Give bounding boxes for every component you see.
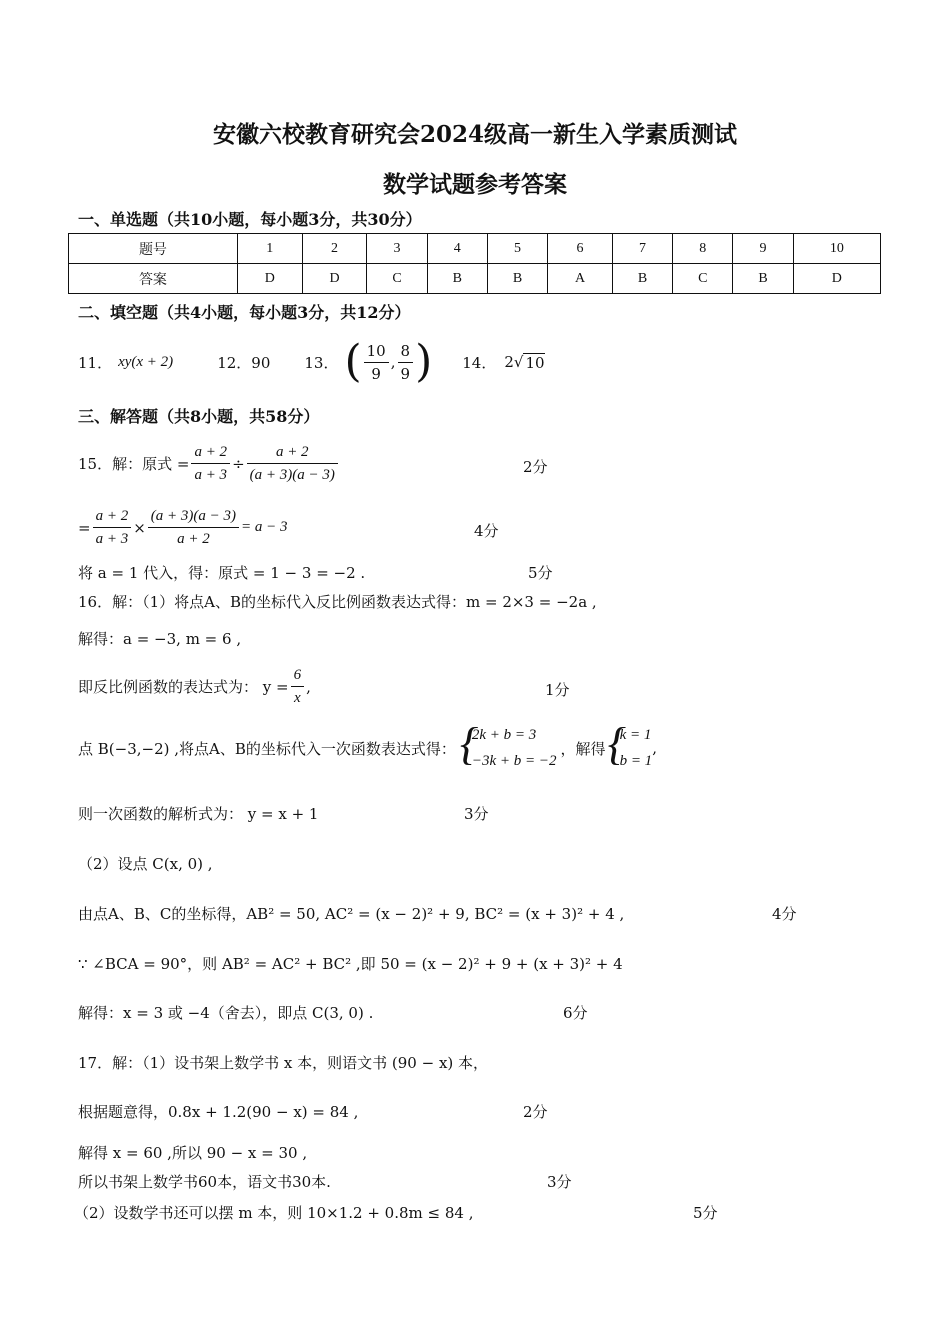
table-cell: C [673,264,733,294]
q16-line-2: 解得：a = −3, m = 6 , [78,630,242,648]
left-paren: ( [344,336,362,387]
score-label: 1分 [545,681,570,699]
q13-label: 13． [304,353,339,372]
q11-answer: xy(x + 2) [118,353,174,370]
fraction [93,505,132,550]
q15-line-3: 将 a = 1 代入，得：原式 = 1 − 3 = −2 . [78,564,366,582]
q16-line-7: 由点A、B、C的坐标得，AB² = 50, AC² = (x − 2)² + 9, BC² = (x + 3)² + 4 , [78,905,625,923]
q14-label: 14． [462,353,497,372]
q16-line-9: 解得：x = 3 或 −4（舍去），即点 C(3, 0) . [78,1004,374,1022]
table-cell: B [612,264,672,294]
table-cell: D [793,264,880,294]
divide-sign: ÷ [232,454,245,473]
denominator: a + 3 [194,467,228,483]
q17-line-2: 根据题意得，0.8x + 1.2(90 − x) = 84 , [78,1103,359,1121]
fraction [291,664,305,709]
score-label: 3分 [547,1173,572,1191]
equation-system [610,722,653,774]
score-label: 6分 [563,1004,588,1022]
section1-heading: 一、单选题（共10小题，每小题3分，共30分） [78,210,422,229]
table-cell: C [367,264,427,294]
table-cell: D [302,264,367,294]
sqrt-icon: √ [513,353,524,371]
score-label: 3分 [464,805,489,823]
q17-line-1: 17．解：（1）设书架上数学书 x 本，则语文书 (90 − x) 本， [78,1054,489,1072]
denominator: x [294,690,301,706]
comma: , [652,739,657,757]
table-cell: 2 [302,234,367,264]
table-cell: B [427,264,487,294]
equation: { 2k + b = 3 [471,727,537,743]
score-label: 2分 [523,1103,548,1121]
table-cell: 5 [487,234,547,264]
table-cell: 4 [427,234,487,264]
table-cell: A [548,264,613,294]
q16-line-6: （2）设点 C(x, 0) , [78,855,213,873]
numerator: 8 [398,340,414,363]
numerator: a + 2 [247,441,338,464]
q17-line-5: （2）设数学书还可以摆 m 本，则 10×1.2 + 0.8m ≤ 84 , [74,1204,474,1222]
table-cell: 10 [793,234,880,264]
page-title: 安徽六校教育研究会2024级高一新生入学素质测试 [212,121,737,148]
numerator: 10 [364,340,389,363]
fraction [247,441,338,486]
q16-line-8: ∵ ∠BCA = 90°，则 AB² = AC² + BC² ,即 50 = (x − 2)² + 9 + (x + 3)² + 4 [78,955,623,973]
times-sign: × [133,518,146,537]
q15-line-2 [78,505,288,550]
fraction [148,505,239,550]
q16-line-3 [78,664,311,709]
table-cell: D [237,264,302,294]
equation: −3k + b = −2 [471,753,557,769]
q13-fraction-1 [364,340,389,385]
q15-result: = a − 3 [241,519,288,535]
table-cell: 7 [612,234,672,264]
equals-sign: = [78,518,91,537]
q17-line-4: 所以书架上数学书60本，语文书30本. [78,1173,331,1191]
fill-blank-answers: 11． xy(x + 2) 12．90 13． ( $\frac{10}{9}$ , $\frac{8}{9}$ ) 14． 2 √ 10 [78,336,545,387]
q11-label: 11． [78,353,113,372]
fraction [191,441,230,486]
q12-answer: 12．90 [217,353,271,372]
q16-text: 点 B(−3,−2) ,将点A、B的坐标代入一次函数表达式得： [78,739,456,758]
table-row-answers [69,264,881,294]
equation: { k = 1 [619,727,652,743]
score-label: 4分 [474,522,499,540]
right-paren: ) [415,336,433,387]
q14-coef: 2 [504,353,514,371]
table-row-numbers [69,234,881,264]
equation-system [462,722,557,774]
q16-text: 即反比例函数的表达式为： y = [78,678,289,696]
section3-heading: 三、解答题（共8小题，共58分） [78,407,320,426]
equation: b = 1 [619,753,653,769]
table-header-cell: 答案 [69,264,238,294]
denominator: (a + 3)(a − 3) [249,467,335,483]
table-header-cell: 题号 [69,234,238,264]
q14-radicand: 10 [525,353,545,372]
score-label: 5分 [528,564,553,582]
section2-heading: 二、填空题（共4小题，每小题3分，共12分） [78,303,411,322]
page-subtitle: 数学试题参考答案 [383,171,567,198]
q16-text: ，解得 [560,739,606,758]
numerator: 6 [291,664,305,687]
denominator: 9 [400,364,411,383]
numerator: a + 2 [93,505,132,528]
q15-line-1 [78,441,340,486]
q13-fraction-2 [398,340,414,385]
table-cell: 6 [548,234,613,264]
score-label: 4分 [772,905,797,923]
score-label: 2分 [523,458,548,476]
q15-prefix: 15．解：原式 = [78,455,190,473]
numerator: a + 2 [191,441,230,464]
score-label: 5分 [693,1204,718,1222]
q17-line-3: 解得 x = 60 ,所以 90 − x = 30 , [78,1144,308,1162]
denominator: a + 3 [95,531,129,547]
answer-table [68,233,881,294]
table-cell: 9 [733,234,793,264]
table-cell: 3 [367,234,427,264]
denominator: a + 2 [177,531,210,547]
q16-line-1: 16．解：（1）将点A、B的坐标代入反比例函数表达式得：m = 2×3 = −2a , [78,593,597,611]
table-cell: 8 [673,234,733,264]
table-cell: B [733,264,793,294]
comma: , [306,677,311,696]
q16-line-5: 则一次函数的解析式为： y = x + 1 [78,805,319,823]
table-cell: 1 [237,234,302,264]
numerator: (a + 3)(a − 3) [148,505,239,528]
denominator: 9 [371,364,381,383]
q16-line-4 [78,722,657,774]
table-cell: B [487,264,547,294]
